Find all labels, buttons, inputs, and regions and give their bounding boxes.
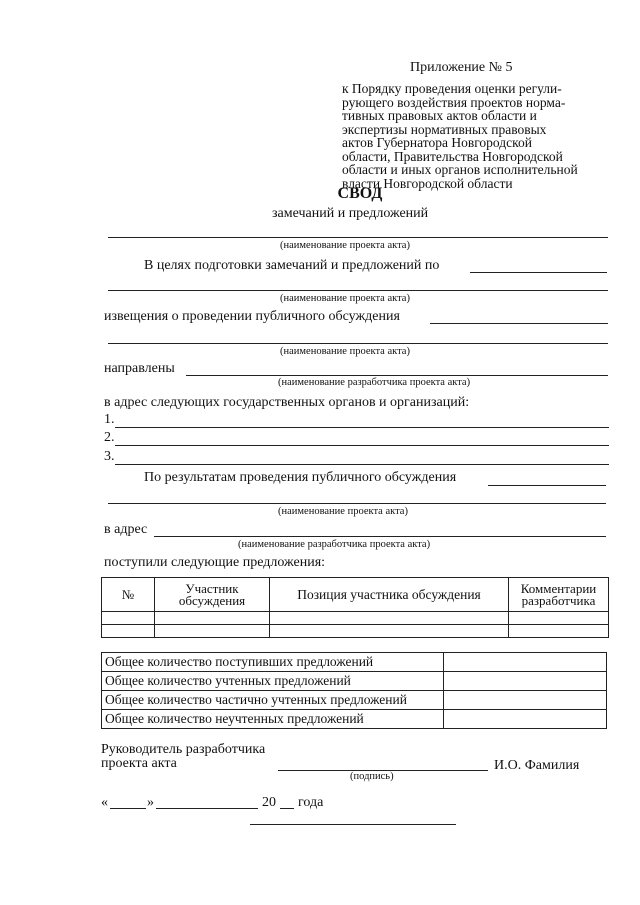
summary-value[interactable] [444, 710, 607, 729]
developer-caption: (наименование разработчика проекта акта) [238, 539, 431, 550]
table-cell[interactable] [102, 612, 155, 625]
header-position: Позиция участника обсуждения [270, 578, 509, 612]
act-name-line[interactable] [108, 503, 606, 504]
results-text: По результатам проведения публичного обсуждения [144, 470, 457, 485]
signer-role: проекта акта [101, 756, 177, 771]
list-item-line[interactable] [115, 464, 609, 465]
document-subtitle: замечаний и предложений [272, 206, 429, 221]
list-item-line[interactable] [115, 445, 609, 446]
summary-value[interactable] [444, 653, 607, 672]
developer-field-line[interactable] [154, 536, 606, 537]
notice-text: извещения о проведении публичного обсуждения [104, 309, 400, 324]
date-day-line[interactable] [110, 808, 146, 809]
signature-caption: (подпись) [350, 771, 394, 782]
act-name-caption: (наименование проекта акта) [278, 506, 408, 517]
appendix-line: тивных правовых актов области и [342, 108, 537, 123]
date-year-prefix: 20 [262, 795, 276, 810]
appendix-reference [342, 82, 602, 190]
purpose-text: В целях подготовки замечаний и предложений по [144, 258, 440, 273]
address-list-text: в адрес следующих государственных органов и организаций: [104, 395, 470, 410]
summary-label: Общее количество учтенных предложений [102, 672, 444, 691]
summary-row [102, 710, 607, 729]
table-row [102, 625, 609, 638]
act-name-line[interactable] [108, 290, 608, 291]
table-cell[interactable] [155, 612, 270, 625]
summary-label: Общее количество поступивших предложений [102, 653, 444, 672]
developer-caption: (наименование разработчика проекта акта) [278, 377, 471, 388]
summary-row [102, 672, 607, 691]
date-year-line[interactable] [280, 808, 294, 809]
appendix-line: актов Губернатора Новгородской [342, 135, 532, 150]
table-cell[interactable] [155, 625, 270, 638]
date-open-quote: « [101, 795, 108, 810]
list-item-line[interactable] [115, 427, 609, 428]
list-item-number: 1. [104, 412, 115, 427]
appendix-line: экспертизы нормативных правовых [342, 121, 547, 137]
bottom-line [250, 824, 456, 825]
received-text: поступили следующие предложения: [104, 555, 326, 570]
header-comments: Комментарии разработчика [509, 578, 609, 612]
sent-text: направлены [104, 361, 175, 376]
table-header-row [102, 578, 609, 612]
appendix-line: к Порядку проведения оценки регули- [342, 81, 562, 96]
notice-field-line[interactable] [430, 323, 608, 324]
proposals-table [101, 577, 609, 638]
appendix-line: власти Новгородской области [342, 175, 513, 191]
purpose-field-line[interactable] [470, 272, 607, 273]
date-month-line[interactable] [156, 808, 258, 809]
table-cell[interactable] [270, 625, 509, 638]
list-item-number: 2. [104, 430, 115, 445]
act-name-caption: (наименование проекта акта) [280, 293, 410, 304]
header-participant: Участник обсуждения [155, 578, 270, 612]
summary-label: Общее количество неучтенных предложений [102, 710, 444, 729]
table-cell[interactable] [509, 625, 609, 638]
table-cell[interactable] [509, 612, 609, 625]
table-cell[interactable] [270, 612, 509, 625]
document-title: СВОД [337, 185, 383, 202]
list-item-number: 3. [104, 449, 115, 464]
summary-row [102, 653, 607, 672]
header-number: № [102, 578, 155, 612]
summary-value[interactable] [444, 691, 607, 710]
signer-name: И.О. Фамилия [494, 758, 580, 773]
to-address-text: в адрес [104, 522, 148, 537]
act-name-line[interactable] [108, 237, 608, 238]
act-name-caption: (наименование проекта акта) [280, 346, 410, 357]
appendix-number: Приложение № 5 [410, 60, 513, 75]
appendix-line: области, Правительства Новгородской [342, 148, 563, 164]
summary-row [102, 691, 607, 710]
developer-field-line[interactable] [186, 375, 608, 376]
table-row [102, 612, 609, 625]
act-name-caption: (наименование проекта акта) [280, 240, 410, 251]
appendix-line: рующего воздействия проектов норма- [342, 94, 566, 110]
appendix-line: области и иных органов исполнительной [342, 162, 578, 177]
table-cell[interactable] [102, 625, 155, 638]
act-name-line[interactable] [108, 343, 608, 344]
summary-label: Общее количество частично учтенных предложений [102, 691, 444, 710]
results-field-line[interactable] [488, 485, 606, 486]
summary-table [101, 652, 607, 729]
summary-value[interactable] [444, 672, 607, 691]
date-year-suffix: года [298, 795, 324, 810]
signer-role: Руководитель разработчика [101, 742, 266, 757]
date-close-quote: » [147, 795, 154, 810]
